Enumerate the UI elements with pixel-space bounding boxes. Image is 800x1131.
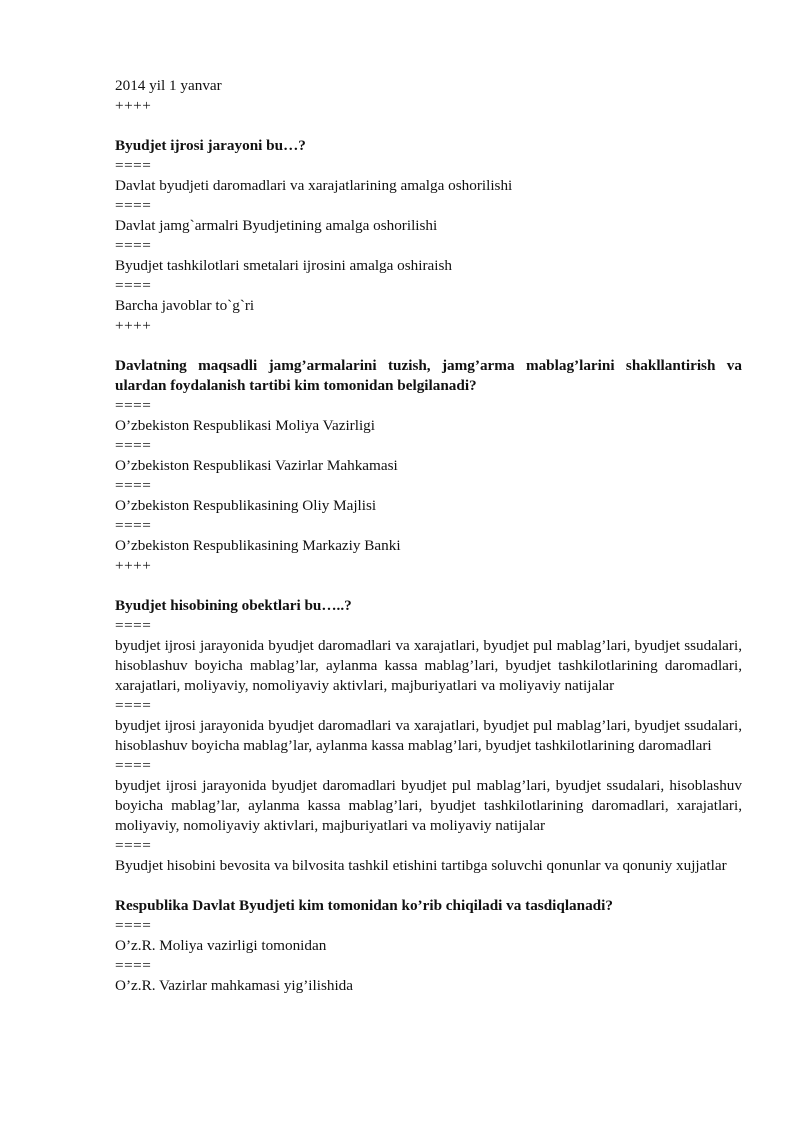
document-body <box>115 76 742 996</box>
answer-option: byudjet ijrosi jarayonida byudjet daromadlari va xarajatlari, byudjet pul mablag’lari, byudjet ssudalari, hisoblashuv boyicha mablag’lar, aylanma kassa mablag’lari, byudjet tashkilotlarining daromadlari <box>115 717 742 754</box>
document-date: 2014 yil 1 yanvar <box>115 77 222 94</box>
question-text: Respublika Davlat Byudjeti kim tomonidan ko’rib chiqiladi va tasdiqlanadi? <box>115 897 613 914</box>
answer-separator: ==== <box>115 437 152 454</box>
answer-option: O’zbekiston Respublikasi Moliya Vazirligi <box>115 417 375 434</box>
question-text: Byudjet hisobining obektlari bu…..? <box>115 597 352 614</box>
answer-separator: ==== <box>115 957 152 974</box>
answer-option: byudjet ijrosi jarayonida byudjet daromadlari byudjet pul mablag’lari, byudjet ssudalari, hisoblashuv boyicha mablag’lar, aylanma kassa mablag’lari, byudjet tashkilotlarining daromadlari, xarajatlari, moliyaviy, nomoliyaviy aktivlari, majburiyatlari va moliyaviy natijalar <box>115 777 742 834</box>
question-block <box>115 896 742 996</box>
question-block <box>115 596 742 876</box>
answer-option: Byudjet tashkilotlari smetalari ijrosini amalga oshiraish <box>115 257 453 274</box>
answer-option: O’zbekiston Respublikasining Markaziy Banki <box>115 537 401 554</box>
question-separator: ++++ <box>115 97 152 114</box>
answer-separator: ==== <box>115 517 152 534</box>
answer-separator: ==== <box>115 917 152 934</box>
answer-option: Barcha javoblar to`g`ri <box>115 297 255 314</box>
answer-separator: ==== <box>115 197 152 214</box>
question-text: Davlatning maqsadli jamg’armalarini tuzish, jamg’arma mablag’larini shakllantirish va ulardan foydalanish tartibi kim tomonidan belgilanadi? <box>115 357 742 394</box>
answer-option: Davlat byudjeti daromadlari va xarajatlarining amalga oshorilishi <box>115 177 513 194</box>
answer-separator: ==== <box>115 697 152 714</box>
answer-separator: ==== <box>115 617 152 634</box>
question-text: Byudjet ijrosi jarayoni bu…? <box>115 137 306 154</box>
answer-option: Davlat jamg`armalri Byudjetining amalga oshorilishi <box>115 217 438 234</box>
answer-separator: ==== <box>115 397 152 414</box>
answer-separator: ==== <box>115 277 152 294</box>
answer-option: byudjet ijrosi jarayonida byudjet daromadlari va xarajatlari, byudjet pul mablag’lari, byudjet ssudalari, hisoblashuv boyicha mablag’lar, aylanma kassa mablag’lari, byudjet tashkilotlarining daromadlari, xarajatlari, moliyaviy, nomoliyaviy aktivlari, majburiyatlari va moliyaviy natijalar <box>115 637 742 694</box>
answer-separator: ==== <box>115 237 152 254</box>
question-separator: ++++ <box>115 557 152 574</box>
question-block <box>115 356 742 576</box>
question-separator: ++++ <box>115 317 152 334</box>
answer-option: O’z.R. Moliya vazirligi tomonidan <box>115 937 327 954</box>
answer-separator: ==== <box>115 757 152 774</box>
answer-option: O’zbekiston Respublikasi Vazirlar Mahkamasi <box>115 457 398 474</box>
answer-separator: ==== <box>115 157 152 174</box>
answer-separator: ==== <box>115 477 152 494</box>
answer-option: O’z.R. Vazirlar mahkamasi yig’ilishida <box>115 977 354 994</box>
answer-option: O’zbekiston Respublikasining Oliy Majlisi <box>115 497 377 514</box>
answer-option: Byudjet hisobini bevosita va bilvosita tashkil etishini tartibga soluvchi qonunlar va qonuniy xujjatlar <box>115 857 727 874</box>
question-block <box>115 136 742 336</box>
answer-separator: ==== <box>115 837 152 854</box>
